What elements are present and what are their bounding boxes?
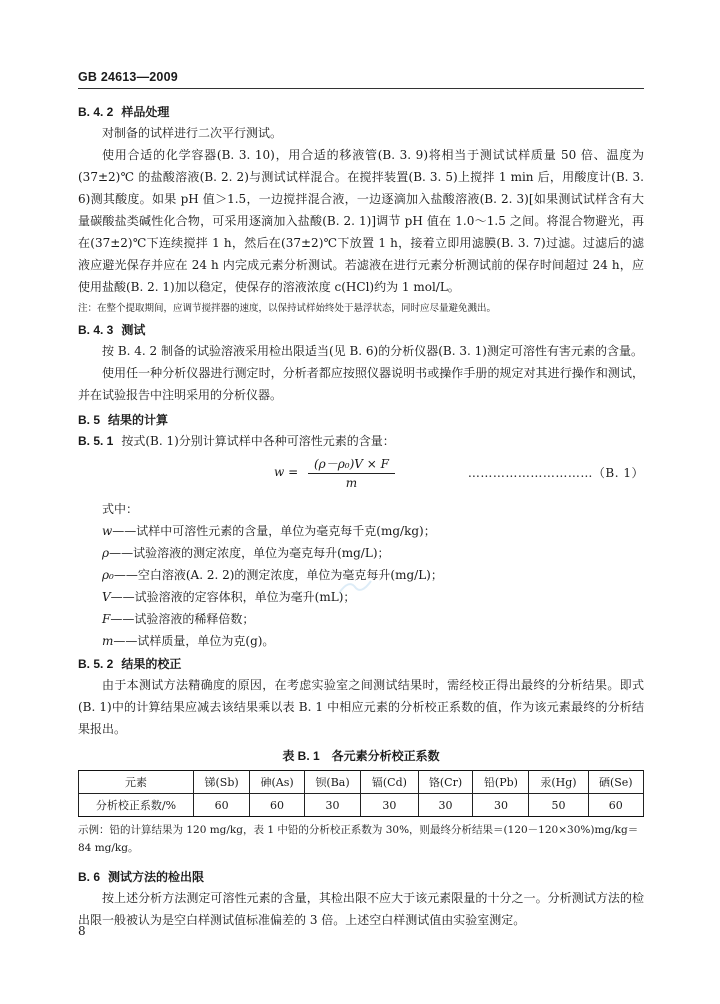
table-header-cell: 硒(Se) — [588, 771, 643, 794]
symbol: w — [102, 524, 113, 538]
symbol: F — [102, 612, 111, 626]
section-number: B. 4. 3 — [78, 323, 114, 337]
note: 注：在整个提取期间，应调节搅拌器的速度，以保持试样始终处于悬浮状态，同时应尽量避免溅出。 — [78, 303, 497, 314]
page-number: 8 — [78, 924, 86, 938]
table-header-cell: 钡(Ba) — [304, 771, 360, 794]
paragraph: 按上述分析方法测定可溶性元素的含量，其检出限不应大于该元素限量的十分之一。分析测试方法的检出限一般被认为是空白样测试值标准偏差的 3 倍。上述空白样测试值由实验室测定。 — [78, 891, 644, 927]
section-heading-b52 — [78, 654, 644, 674]
symbol: V — [102, 590, 111, 604]
table-cell: 30 — [418, 794, 473, 817]
definition-item — [78, 630, 644, 652]
table-cell: 30 — [473, 794, 529, 817]
watermark-icon — [335, 575, 375, 599]
symbol: ρ — [102, 546, 110, 560]
section-number: B. 4. 2 — [78, 105, 114, 119]
section-title: 结果的计算 — [108, 413, 169, 427]
section-title: 结果的校正 — [121, 657, 182, 671]
definition-text: ——试样中可溶性元素的含量，单位为毫克每千克(mg/kg)； — [112, 524, 436, 538]
paragraph-b51 — [78, 430, 644, 452]
formula-fraction — [274, 456, 395, 491]
formula-b1 — [78, 454, 644, 496]
section-title: 样品处理 — [121, 105, 170, 119]
table-header-cell: 汞(Hg) — [529, 771, 588, 794]
table-header-cell: 铬(Cr) — [418, 771, 473, 794]
table-cell: 60 — [250, 794, 305, 817]
table-title: 表 B. 1 各元素分析校正系数 — [282, 749, 440, 763]
section-title: 测试 — [121, 323, 146, 337]
symbol: ρ₀ — [102, 568, 114, 582]
table-header-cell: 铅(Pb) — [473, 771, 529, 794]
header-rule — [78, 88, 644, 89]
section-number — [78, 434, 121, 448]
definition-text: ——试验溶液的稀释倍数； — [110, 612, 255, 626]
equation-number: …………………………（B. 1） — [467, 466, 644, 480]
correction-coefficient-table — [78, 770, 644, 817]
formula-intro: 按式(B. 1)分别计算试样中各种可溶性元素的含量： — [121, 434, 395, 448]
section-heading-b5 — [78, 410, 644, 430]
table-header-row — [79, 771, 644, 794]
section-number: B. 5. 2 — [78, 657, 114, 671]
definition-text: ——试验溶液的测定浓度，单位为毫克每升(mg/L)； — [109, 546, 390, 560]
paragraph: 使用任一种分析仪器进行测定时，分析者都应按照仪器说明书或操作手册的规定对其进行操作和测试，并在试验报告中注明采用的分析仪器。 — [78, 366, 644, 402]
definition-item — [78, 608, 644, 630]
formula-denominator: m — [345, 476, 358, 490]
formula-lhs: w = — [274, 465, 299, 479]
definition-item — [78, 520, 644, 542]
section-heading-b42 — [78, 102, 644, 122]
definition-text: ——试验溶液的定容体积，单位为毫升(mL)； — [110, 590, 356, 604]
section-number: B. 6 — [78, 870, 101, 884]
symbol: m — [102, 634, 114, 648]
paragraph: 按 B. 4. 2 制备的试验溶液采用检出限适当(见 B. 6)的分析仪器(B. 3. 1)测定可溶性有害元素的含量。 — [102, 344, 643, 358]
table-cell: 50 — [529, 794, 588, 817]
formula-numerator: (ρ－ρ₀)V × F — [314, 457, 389, 471]
table-row — [79, 794, 644, 817]
definition-text: ——空白溶液(A. 2. 2)的测定浓度，单位为毫克每升(mg/L)； — [113, 568, 443, 582]
table-cell: 分析校正系数/% — [79, 794, 194, 817]
section-title: 测试方法的检出限 — [108, 870, 205, 884]
table-header-cell: 砷(As) — [250, 771, 305, 794]
section-number: B. 5 — [78, 413, 101, 427]
where-label: 式中： — [102, 502, 139, 516]
section-heading-b43 — [78, 320, 644, 340]
table-cell: 60 — [588, 794, 643, 817]
table-header-cell: 元素 — [79, 771, 194, 794]
table-cell: 60 — [194, 794, 250, 817]
table-cell: 30 — [304, 794, 360, 817]
paragraph: 对制备的试样进行二次平行测试。 — [102, 126, 283, 140]
standard-code: GB 24613—2009 — [78, 70, 178, 84]
definition-item — [78, 542, 644, 564]
table-header-cell: 镉(Cd) — [361, 771, 418, 794]
section-heading-b6 — [78, 867, 644, 887]
table-cell: 30 — [361, 794, 418, 817]
table-header-cell: 锑(Sb) — [194, 771, 250, 794]
example-text: 示例：铅的计算结果为 120 mg/kg，表 1 中铅的分析校正系数为 30%，则最终分析结果＝(120－120×30%)mg/kg＝84 mg/kg。 — [78, 824, 639, 854]
paragraph: 由于本测试方法精确度的原因，在考虑实验室之间测试结果时，需经校正得出最终的分析结果。即式(B. 1)中的计算结果应减去该结果乘以表 B. 1 中相应元素的分析校正系数的值，作为该元素最终的分析结果报出。 — [78, 678, 644, 736]
definition-text: ——试样质量，单位为克(g)。 — [113, 634, 275, 648]
page-content — [78, 100, 644, 931]
fraction-bar — [308, 473, 395, 474]
section-number-text: B. 5. 1 — [78, 434, 114, 448]
paragraph: 使用合适的化学容器(B. 3. 10)，用合适的移液管(B. 3. 9)将相当于测试试样质量 50 倍、温度为 (37±2)℃ 的盐酸溶液(B. 2. 2)与测试试样混合。在搅拌装置(B. 3. 5)上搅拌 1 min 后，用酸度计(B. 3. 6)测其酸度。如果 pH 值＞1.5，一边搅拌混合液，一边逐滴加入盐酸溶液(B. 2. 3)[如果测试试样含有大量碳酸盐类碱性化合物，可采用逐滴加入盐酸(B. 2. 1)]调节 pH 值在 1.0～1.5 之间。将混合物避光，再在(37±2)℃下连续搅拌 1 h，然后在(37±2)℃下放置 1 h，接着立即用滤膜(B. 3. 7)过滤。过滤后的滤液应避光保存并应在 24 h 内完成元素分析测试。若滤液在进行元素分析测试前的保存时间超过 24 h，应使用盐酸(B. 2. 1)加以稳定，使保存的溶液浓度 c(HCl)约为 1 mol/L。 — [78, 148, 644, 294]
